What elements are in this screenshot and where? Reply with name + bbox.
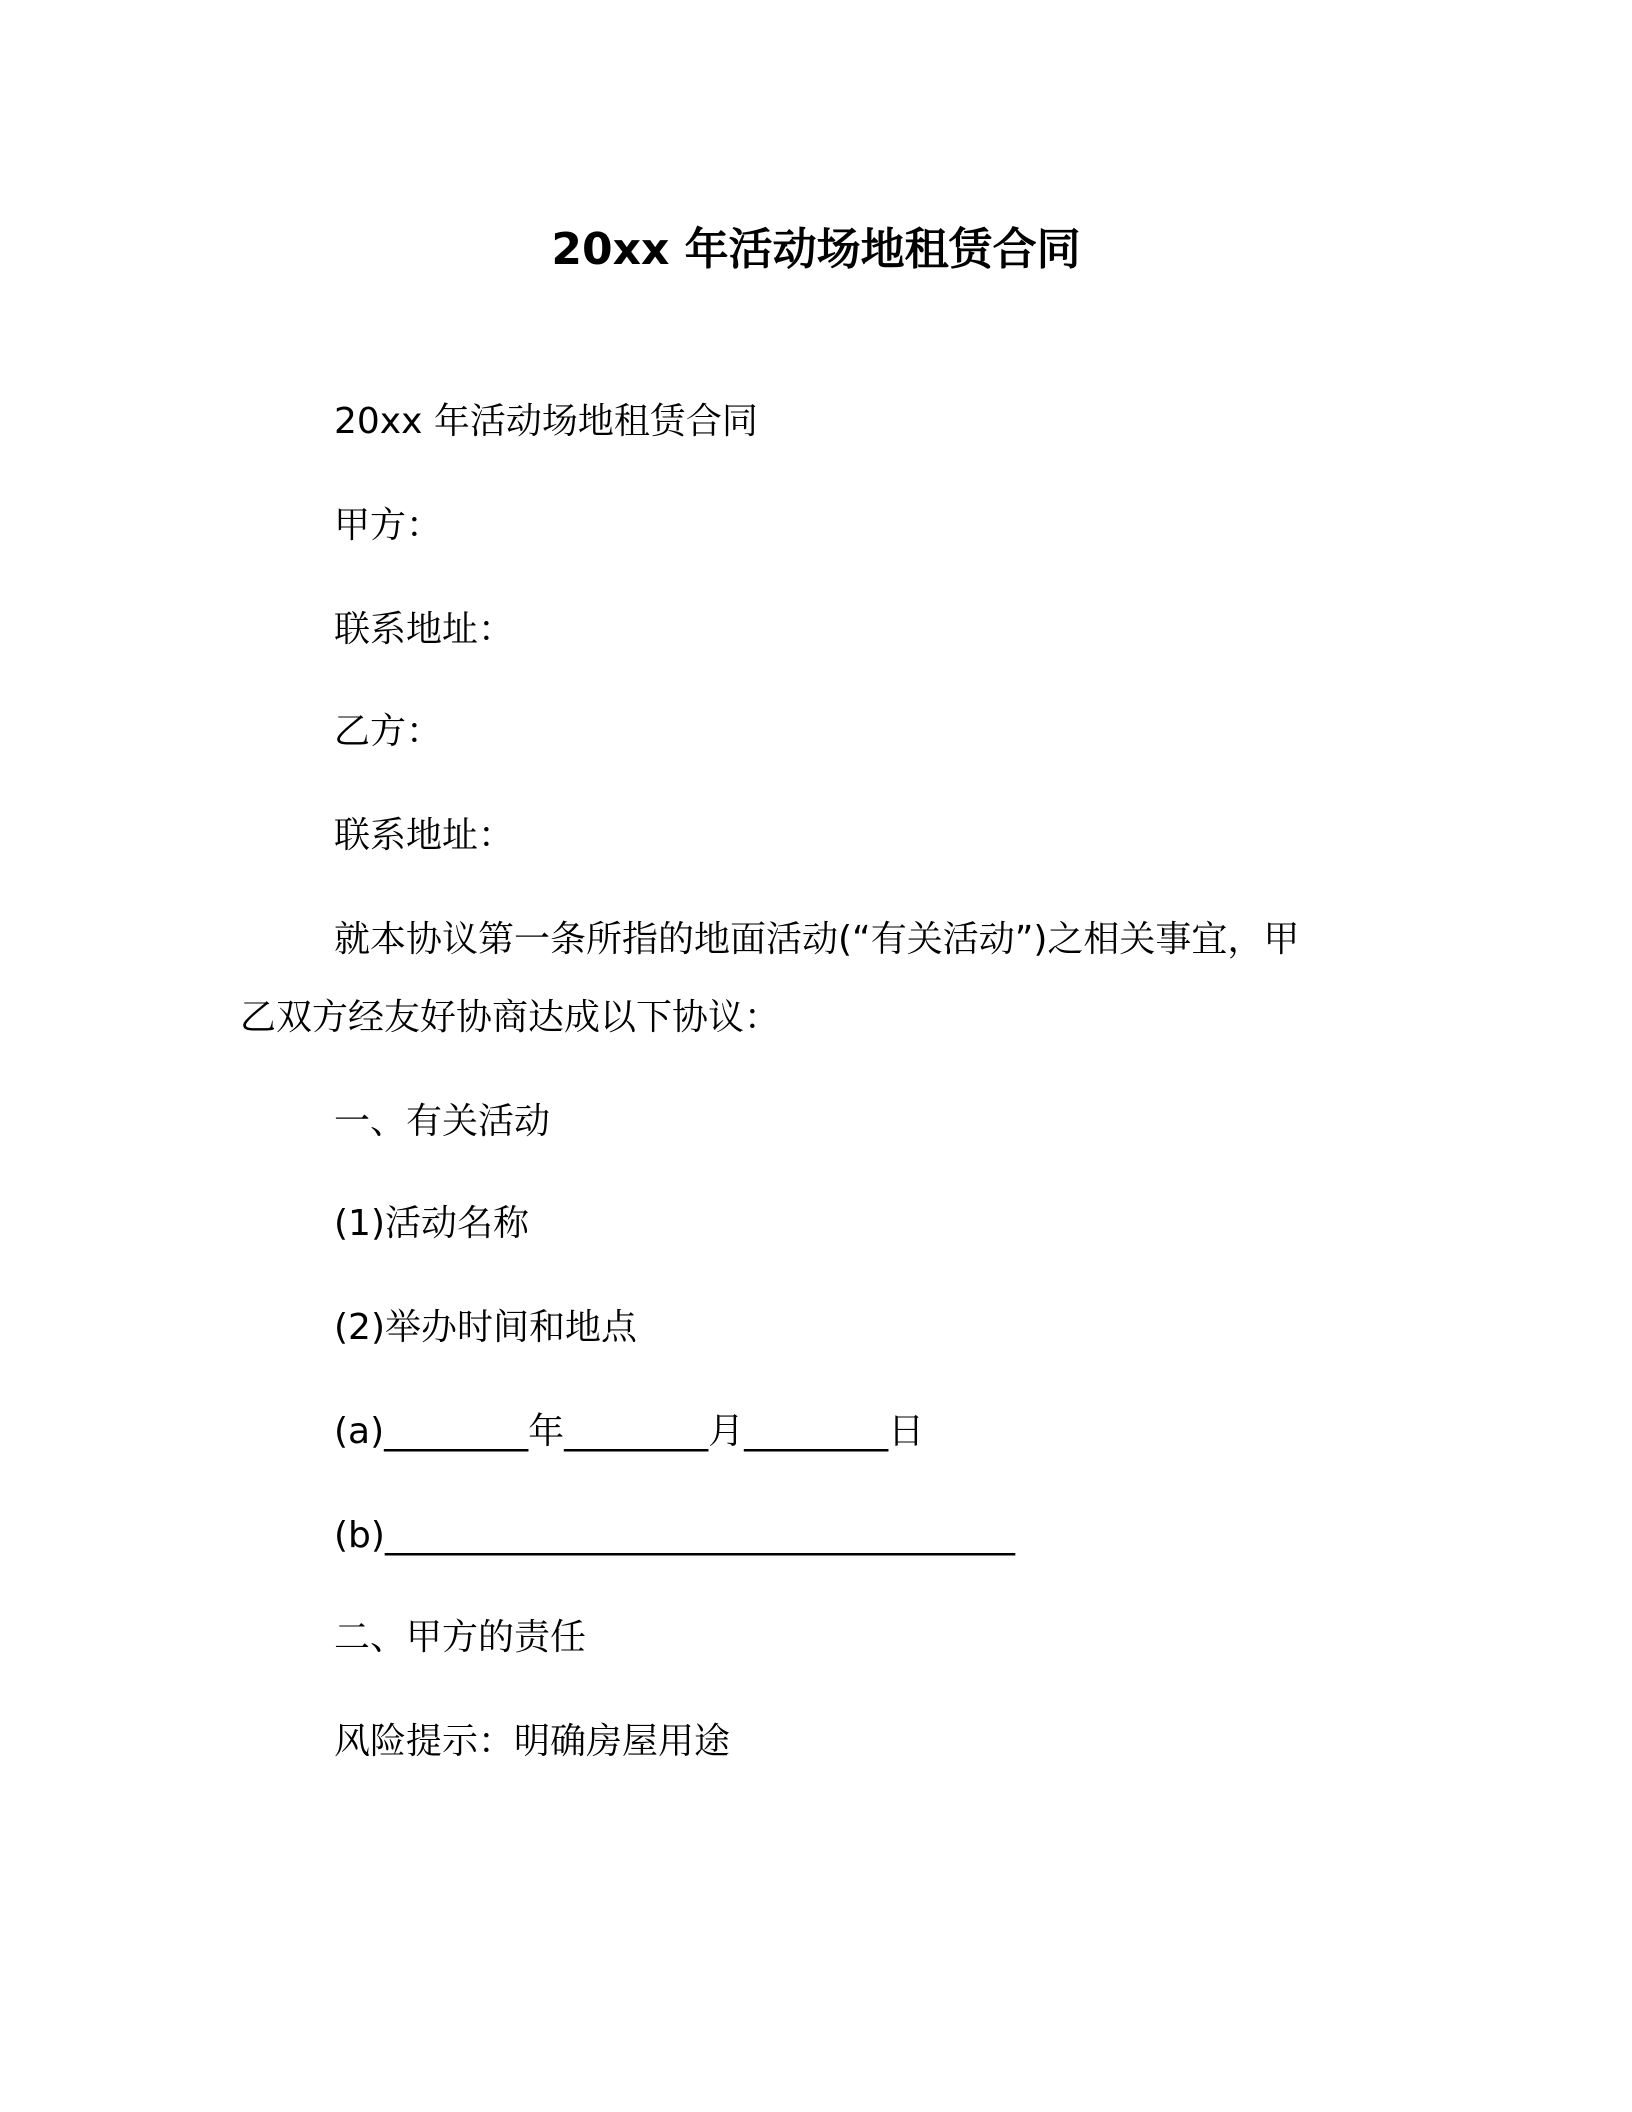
party-b-label: 乙方： bbox=[334, 711, 443, 752]
section-2-heading: 二、甲方的责任 bbox=[334, 1617, 587, 1658]
item-time-and-place: (2)举办时间和地点 bbox=[334, 1307, 637, 1348]
item-date-blank: (a)________年________月________日 bbox=[334, 1411, 925, 1452]
item-activity-name: (1)活动名称 bbox=[334, 1203, 529, 1244]
section-1-heading: 一、有关活动 bbox=[334, 1101, 551, 1142]
document-title: 20xx 年活动场地租赁合同 bbox=[551, 224, 1081, 275]
document-subtitle: 20xx 年活动场地租赁合同 bbox=[334, 401, 758, 442]
party-b-address-label: 联系地址： bbox=[334, 815, 515, 856]
intro-paragraph-line-1: 就本协议第一条所指的地面活动(“有关活动”)之相关事宜，甲 bbox=[334, 919, 1300, 960]
party-a-address-label: 联系地址： bbox=[334, 609, 515, 650]
item-place-blank: (b)___________________________________ bbox=[334, 1515, 1015, 1556]
party-a-label: 甲方： bbox=[334, 505, 443, 546]
intro-paragraph-line-2: 乙双方经友好协商达成以下协议： bbox=[240, 997, 781, 1038]
risk-note: 风险提示：明确房屋用途 bbox=[334, 1721, 731, 1762]
